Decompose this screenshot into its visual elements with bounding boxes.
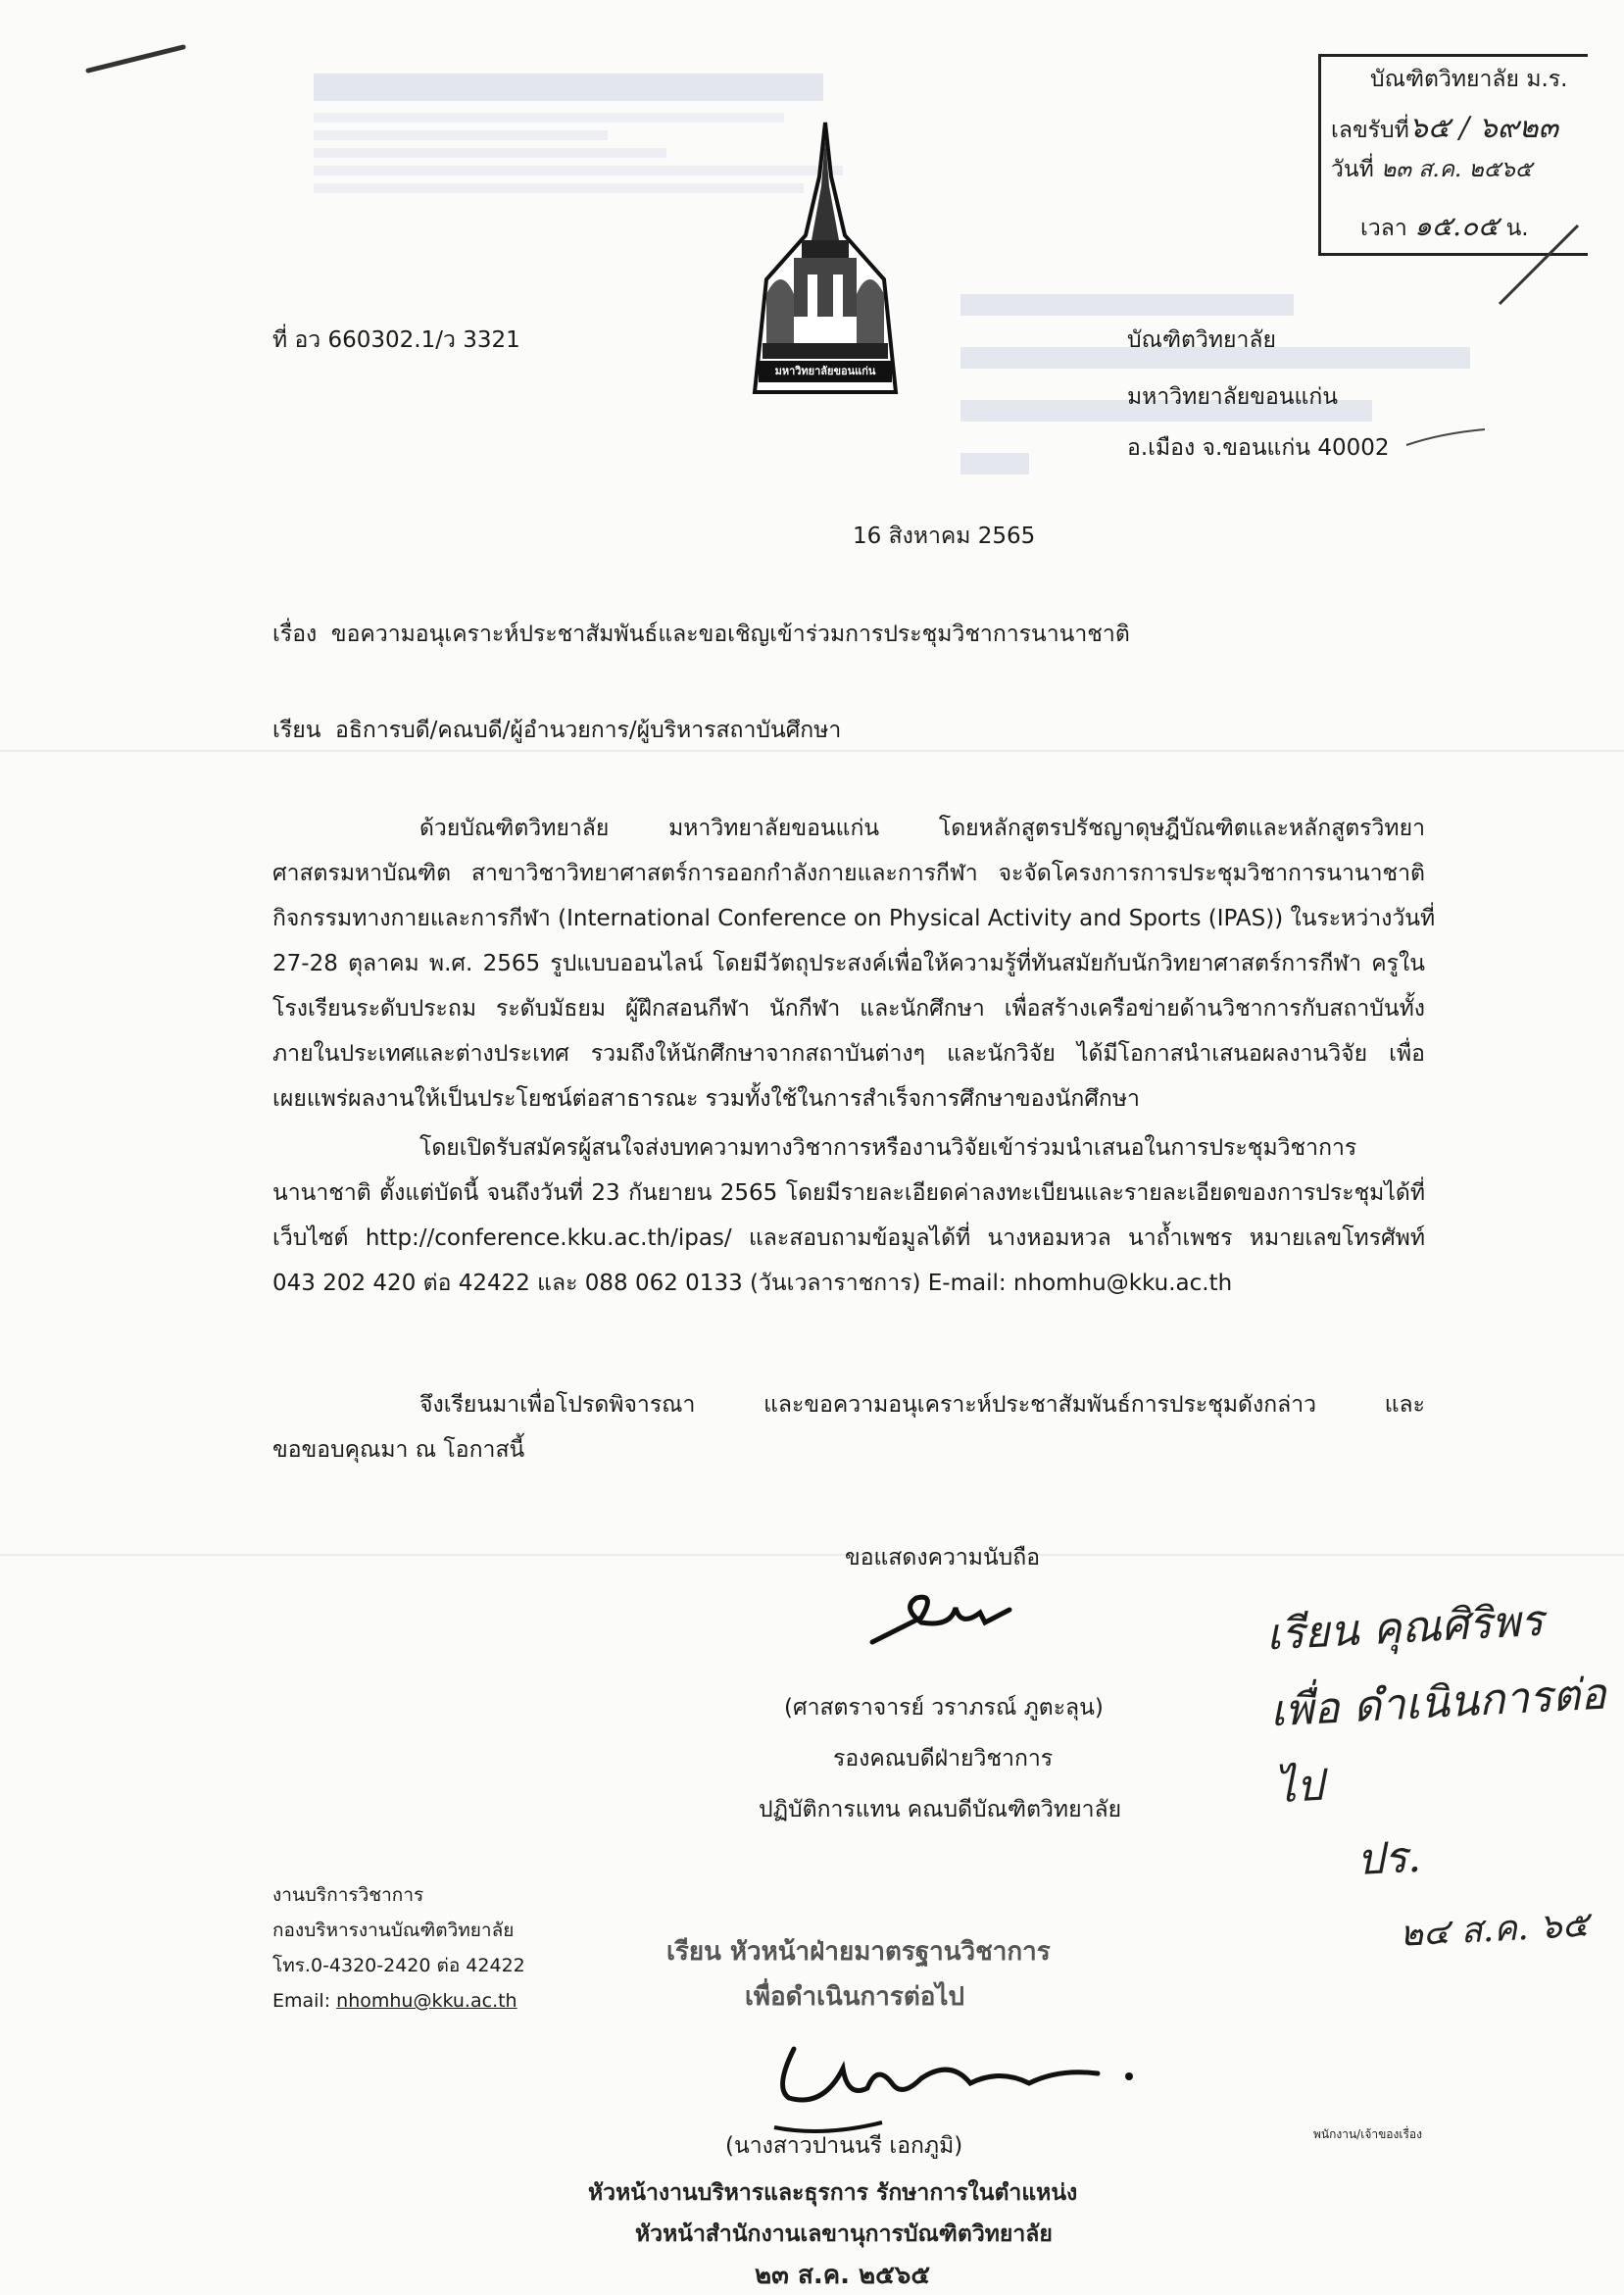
stamp-recv-value: ๖๕ / ๖๙๒๓ — [1408, 111, 1559, 145]
contact-block — [272, 1877, 525, 2019]
salutation-text: อธิการบดี/คณบดี/ผู้อำนวยการ/ผู้บริหารสถาบันศึกษา — [335, 718, 842, 743]
handwritten-line-2: เพื่อ ดำเนินการต่อไป — [1268, 1669, 1607, 1814]
salutation-row — [272, 714, 841, 747]
contact-email-label: Email: — [272, 1990, 331, 2012]
stamp-date-value: ๒๓ ส.ค. ๒๕๖๕ — [1381, 157, 1533, 182]
para2-line-4: 043 202 420 ต่อ 42422 และ 088 062 0133 (วันเวลาราชการ) E-mail: nhomhu@kku.ac.th — [272, 1271, 1233, 1296]
contact-line-2: กองบริหารงานบัณฑิตวิทยาลัย — [272, 1920, 515, 1941]
para3-line-2: ขอขอบคุณมา ณ โอกาสนี้ — [272, 1437, 525, 1463]
stamp-time-suffix: น. — [1505, 216, 1529, 241]
forward-signatory-position-1: หัวหน้างานบริหารและธุรการ รักษาการในตำแหน่ง — [588, 2180, 1078, 2206]
handwritten-line-3: ปร. — [1354, 1831, 1422, 1886]
subject-text: ขอความอนุเคราะห์ประชาสัมพันธ์และขอเชิญเข้าร่วมการประชุมวิชาการนานาชาติ — [330, 622, 1130, 647]
forward-stamp-line-2: เพื่อดำเนินการต่อไป — [745, 1982, 964, 2012]
para1-line-2: ศาสตรมหาบัณฑิต สาขาวิชาวิทยาศาสตร์การออกกำลังกายและการกีฬา จะจัดโครงการการประชุมวิชาการนานาชาติ — [272, 861, 1425, 886]
pen-mark — [83, 39, 191, 78]
signatory-name: (ศาสตราจารย์ วราภรณ์ ภูตะลุน) — [784, 1695, 1104, 1721]
university-logo — [737, 118, 913, 412]
sender-line-3: อ.เมือง จ.ขอนแก่น 40002 — [1127, 435, 1390, 461]
para1-line-4: 27-28 ตุลาคม พ.ศ. 2565 รูปแบบออนไลน์ โดยมีวัตถุประสงค์เพื่อให้ความรู้ที่ทันสมัยกับนักวิทยาศาสตร์การกีฬา ครูใน — [272, 951, 1425, 976]
subject-label: เรื่อง — [272, 622, 318, 647]
sender-line-2: มหาวิทยาลัยขอนแก่น — [1127, 384, 1339, 410]
para1-line-1: ด้วยบัณฑิตวิทยาลัย มหาวิทยาลัยขอนแก่น โดยหลักสูตรปรัชญาดุษฎีบัณฑิตและหลักสูตรวิทยา — [419, 816, 1425, 841]
body-paragraph-3 — [272, 1382, 1425, 1472]
reference-number: ที่ อว 660302.1/ว 3321 — [272, 327, 520, 353]
logo-caption: มหาวิทยาลัยขอนแก่น — [774, 365, 876, 377]
forward-stamp — [666, 1929, 1051, 2020]
stamp-recv-row — [1331, 111, 1559, 145]
forward-signatory-position-2: หัวหน้าสำนักงานเลขานุการบัณฑิตวิทยาลัย — [635, 2221, 1053, 2247]
body-paragraph-2 — [272, 1125, 1425, 1306]
body-paragraph-1 — [272, 806, 1436, 1122]
stamp-date-label: วันที่ — [1331, 157, 1374, 182]
forward-signatory-name: (นางสาวปานนรี เอกภูมิ) — [725, 2133, 963, 2159]
salutation-label: เรียน — [272, 718, 321, 743]
stamp-recv-label: เลขรับที่ — [1331, 118, 1409, 143]
handwritten-line-4: ๒๔ ส.ค. ๖๕ — [1399, 1904, 1590, 1955]
para1-line-6: ภายในประเทศและต่างประเทศ รวมถึงให้นักศึกษาจากสถาบันต่างๆ และนักวิจัย ได้มีโอกาสนำเสนอผลงานวิจัย เพื่อ — [272, 1041, 1425, 1067]
sender-line-1: บัณฑิตวิทยาลัย — [1127, 327, 1277, 353]
para1-line-5: โรงเรียนระดับประถม ระดับมัธยม ผู้ฝึกสอนกีฬา นักกีฬา และนักศึกษา เพื่อสร้างเครือข่ายด้านวิชาการกับสถาบันทั้ง — [272, 996, 1425, 1022]
forward-stamp-line-1: เรียน หัวหน้าฝ่ายมาตรฐานวิชาการ — [666, 1937, 1051, 1967]
para1-line-3: กิจกรรมทางกายและการกีฬา (International Conference on Physical Activity and Sports (IPAS)) ในระหว่างวันที่ — [272, 906, 1436, 931]
para3-line-1: จึงเรียนมาเพื่อโปรดพิจารณา และขอความอนุเคราะห์ประชาสัมพันธ์การประชุมดังกล่าว และ — [419, 1392, 1425, 1418]
contact-email-row — [272, 1983, 525, 2019]
para1-line-7: เผยแพร่ผลงานให้เป็นประโยชน์ต่อสาธารณะ รวมทั้งใช้ในการสำเร็จการศึกษาของนักศึกษา — [272, 1086, 1140, 1112]
handwritten-line-1: เรียน คุณศิริพร — [1264, 1595, 1545, 1661]
stamp-date-row — [1331, 155, 1532, 184]
signature — [862, 1588, 1039, 1657]
subject-row — [272, 618, 1130, 651]
stamp-time-label: เวลา — [1360, 216, 1407, 241]
pen-stroke — [1402, 424, 1490, 453]
contact-email-link[interactable]: nhomhu@kku.ac.th — [336, 1990, 517, 2012]
forward-stamp-date: ๒๓ ส.ค. ๒๕๖๕ — [755, 2261, 931, 2290]
signatory-position-1: รองคณบดีฝ่ายวิชาการ — [833, 1746, 1054, 1771]
stamp-title: บัณฑิตวิทยาลัย ม.ร. — [1370, 67, 1568, 92]
signatory-position-2: ปฏิบัติการแทน คณบดีบัณฑิตวิทยาลัย — [759, 1797, 1122, 1822]
staff-stamp: พนักงาน/เจ้าของเรื่อง — [1313, 2127, 1422, 2141]
contact-line-3: โทร.0-4320-2420 ต่อ 42422 — [272, 1955, 525, 1976]
contact-line-1: งานบริการวิชาการ — [272, 1884, 424, 1906]
para2-line-1: โดยเปิดรับสมัครผู้สนใจส่งบทความทางวิชาการหรืองานวิจัยเข้าร่วมนำเสนอในการประชุมวิชาการ — [419, 1135, 1357, 1161]
closing-regards: ขอแสดงความนับถือ — [845, 1545, 1041, 1571]
handwritten-note — [1264, 1579, 1624, 1979]
letter-date: 16 สิงหาคม 2565 — [853, 524, 1036, 549]
para2-line-2: นานาชาติ ตั้งแต่บัดนี้ จนถึงวันที่ 23 กันยายน 2565 โดยมีรายละเอียดค่าลงทะเบียนและรายละเอียดของการประชุมได้ที่ — [272, 1180, 1425, 1206]
para2-line-3: เว็บไซต์ http://conference.kku.ac.th/ipas/ และสอบถามข้อมูลได้ที่ นางหอมหวล นาถ้ำเพชร หมายเลขโทรศัพท์ — [272, 1225, 1425, 1251]
stamp-time-value: ๑๕.๐๕ — [1414, 210, 1500, 242]
